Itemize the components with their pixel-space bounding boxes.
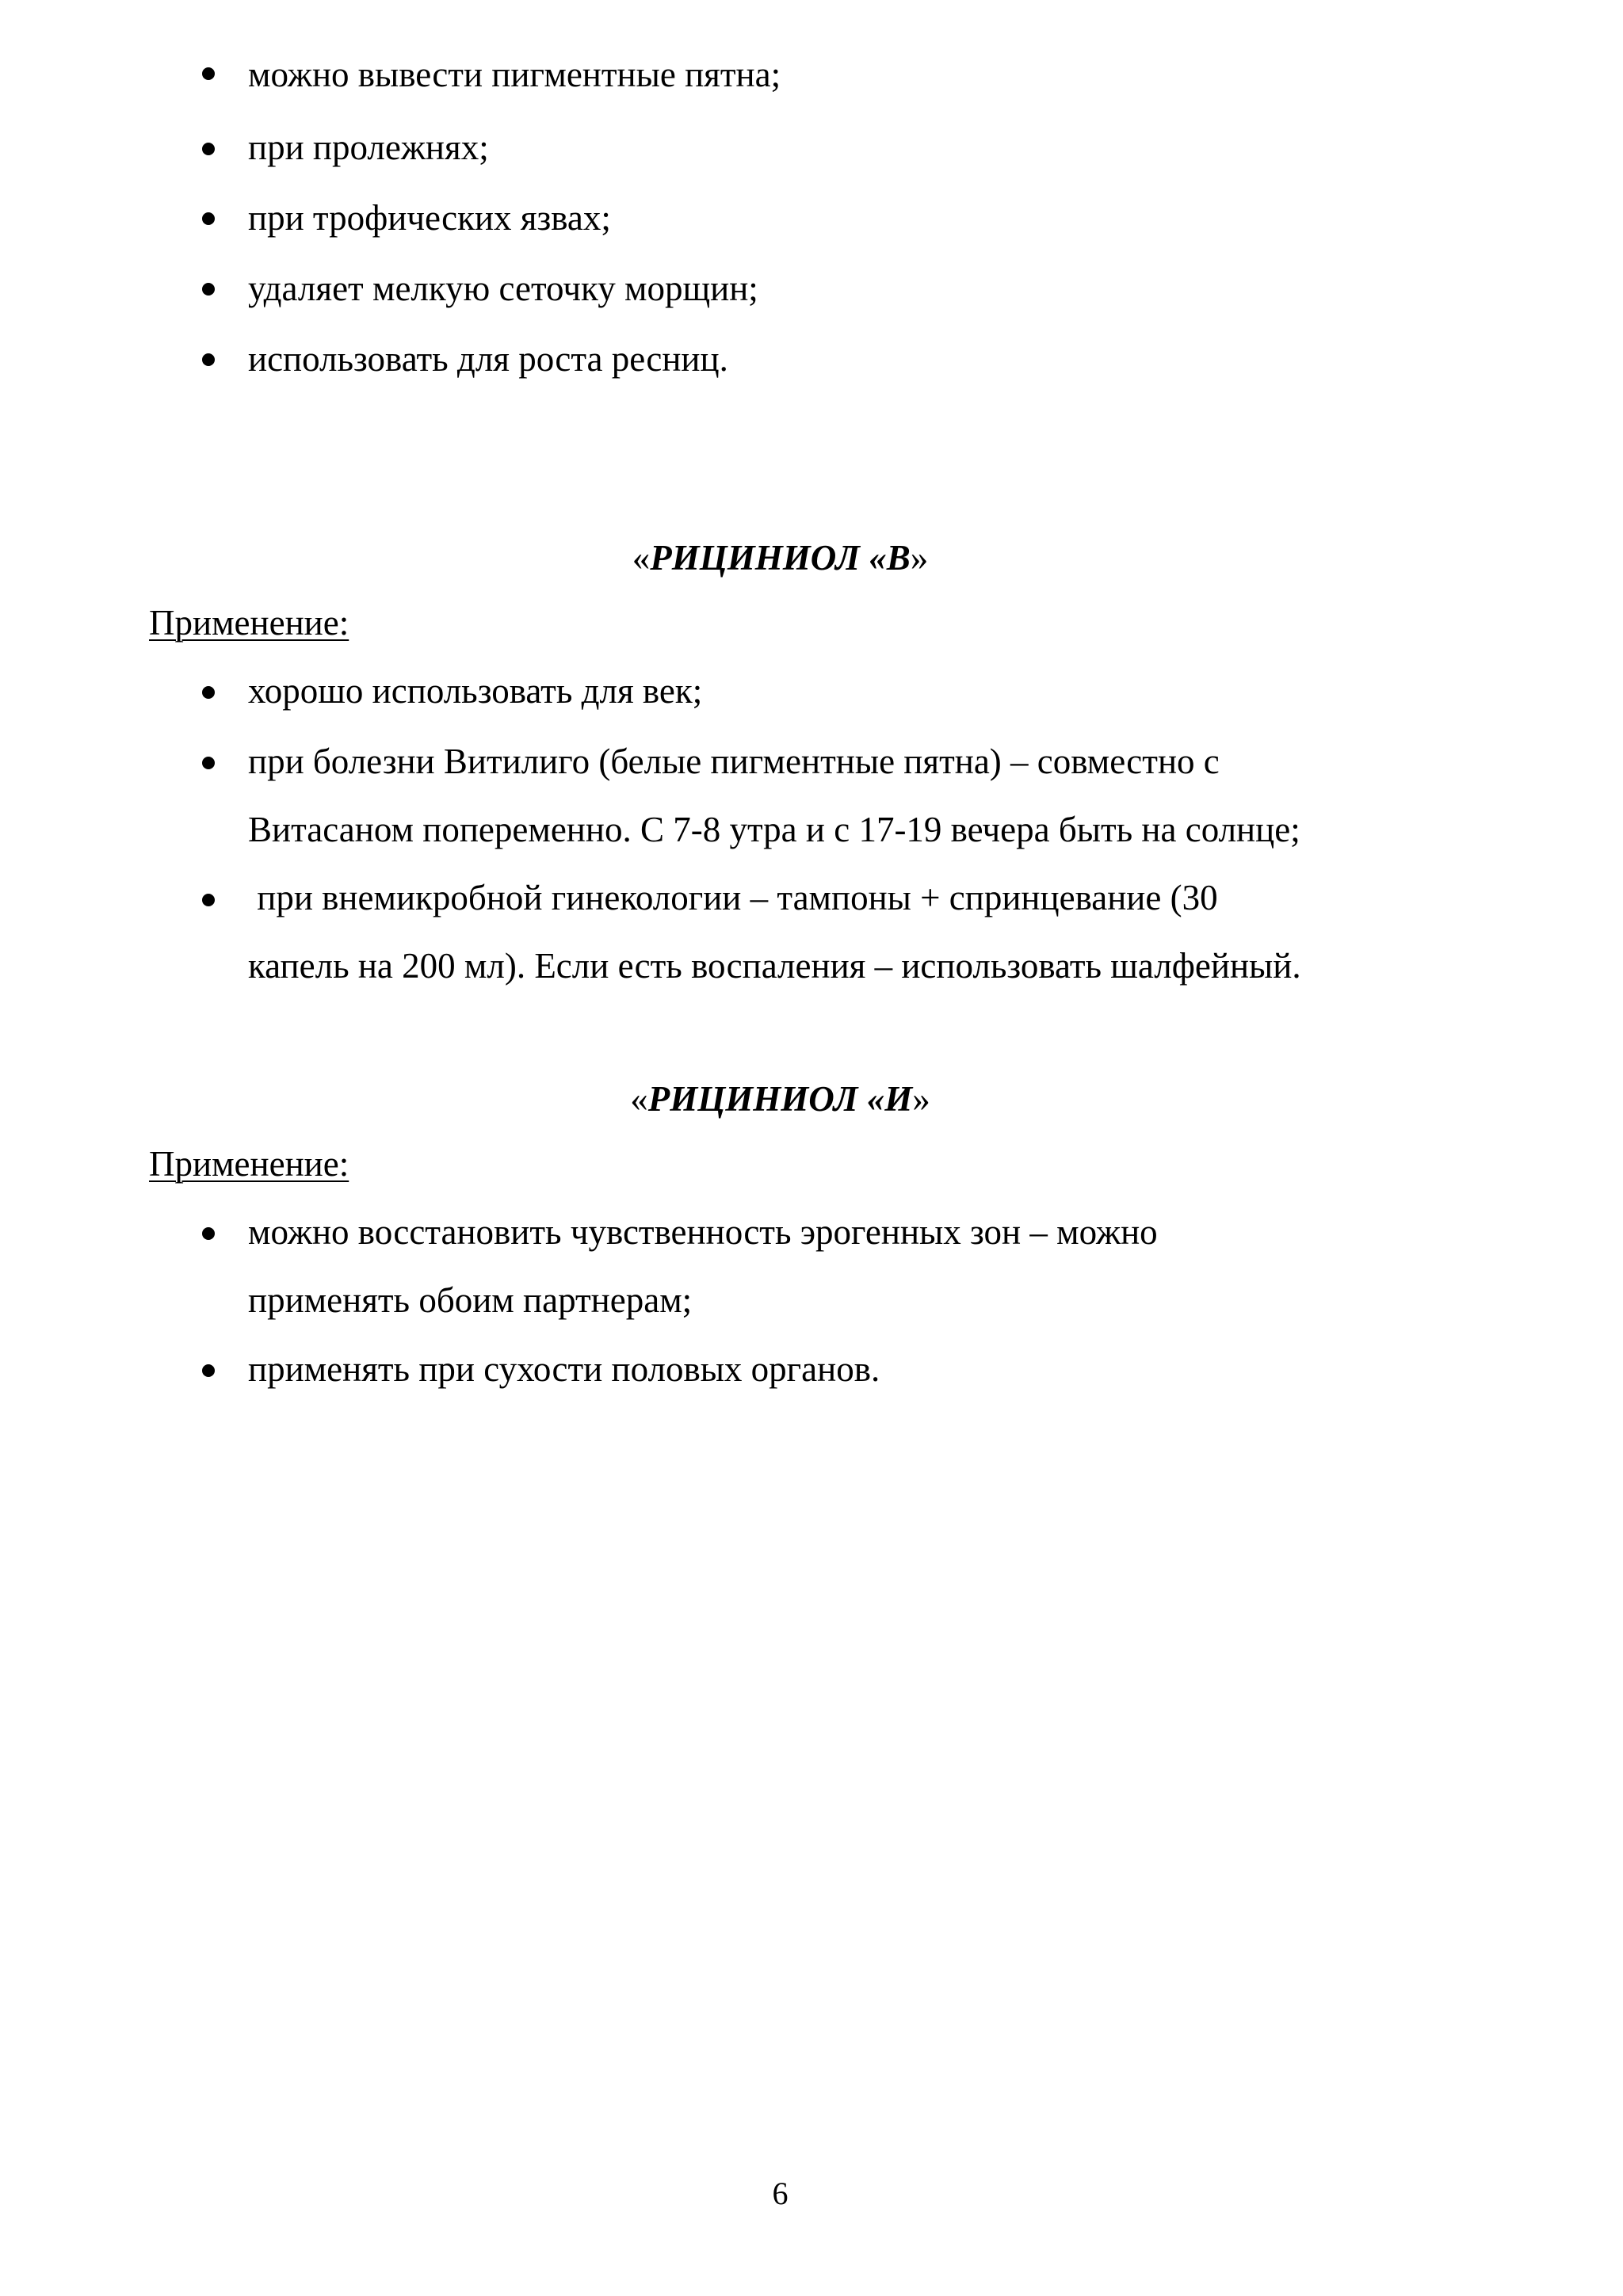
bullet-icon (202, 353, 215, 366)
quote-close: » (910, 538, 929, 578)
list-item-continuation: капель на 200 мл). Если есть воспаления – использовать шалфейный. (248, 946, 1301, 986)
list-item: удаляет мелкую сеточку морщин; (248, 269, 758, 308)
section-b-label: Применение: (149, 603, 349, 643)
list-item: хорошо использовать для век; (248, 671, 703, 711)
section-i-heading (0, 1077, 1560, 1121)
list-item: можно восстановить чувственность эрогенных зон – можно (248, 1212, 1158, 1252)
bullet-icon (202, 757, 215, 769)
bullet-icon (202, 143, 215, 155)
list-item: при пролежнях; (248, 128, 489, 167)
section-b-heading (0, 536, 1560, 580)
section-i-title: РИЦИНИОЛ «И (647, 1079, 913, 1119)
list-item: применять при сухости половых органов. (248, 1349, 880, 1389)
bullet-icon (202, 1227, 215, 1240)
bullet-icon (202, 212, 215, 225)
bullet-icon (202, 894, 215, 906)
bullet-icon (202, 686, 215, 699)
list-item: при внемикробной гинекологии – тампоны + спринцевание (30 (248, 878, 1218, 917)
list-item: можно вывести пигментные пятна; (248, 55, 781, 94)
section-b-title: РИЦИНИОЛ «В (650, 538, 911, 578)
list-item: использовать для роста ресниц. (248, 339, 728, 379)
page-number: 6 (772, 2176, 789, 2211)
list-item: при болезни Витилиго (белые пигментные пятна) – совместно с (248, 742, 1220, 781)
list-item-continuation: применять обоим партнерам; (248, 1280, 693, 1320)
section-i-label: Применение: (149, 1144, 349, 1184)
bullet-icon (202, 283, 215, 296)
bullet-icon (202, 67, 215, 80)
list-item-continuation: Витасаном попеременно. С 7-8 утра и с 17-19 вечера быть на солнце; (248, 810, 1300, 849)
quote-open: « (630, 1079, 648, 1119)
quote-close: » (912, 1079, 930, 1119)
list-item: при трофических язвах; (248, 198, 611, 238)
bullet-icon (202, 1364, 215, 1377)
quote-open: « (632, 538, 651, 578)
